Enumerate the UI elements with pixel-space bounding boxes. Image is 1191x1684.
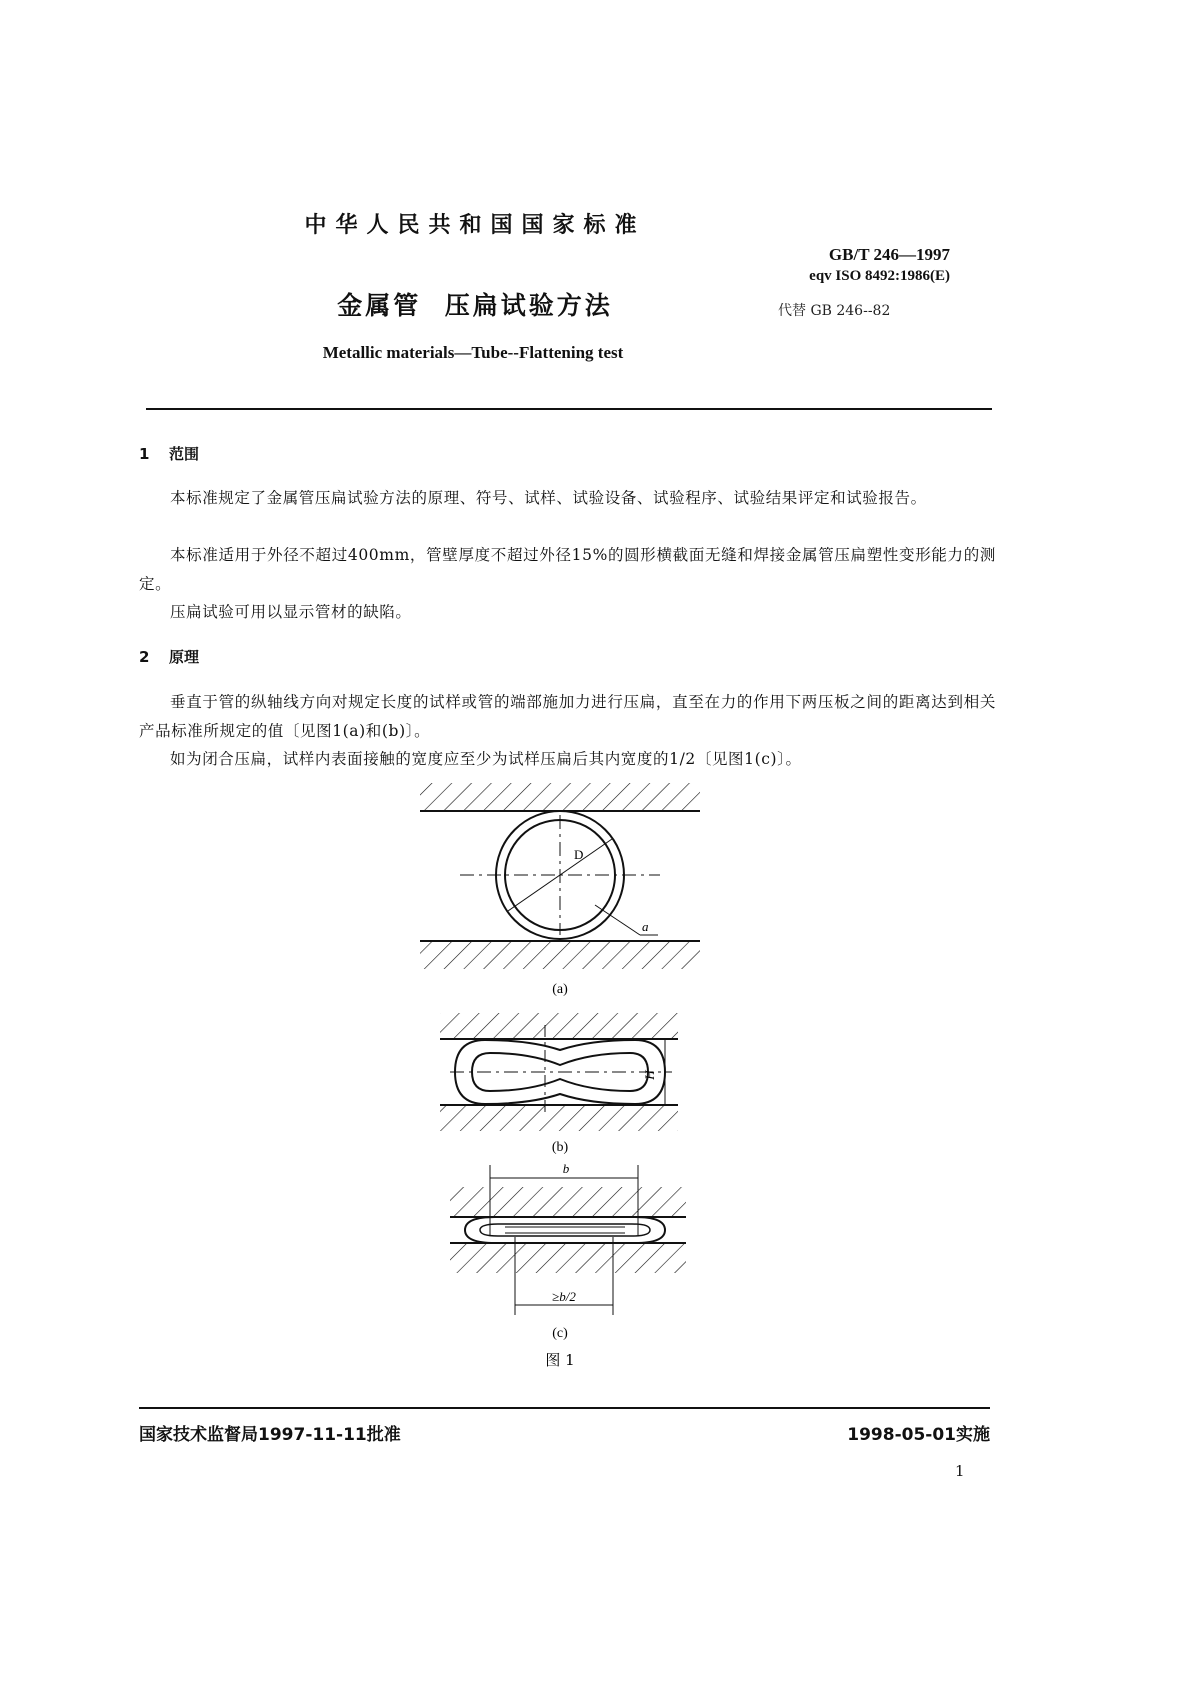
- equivalent-standard: eqv ISO 8492:1986(E): [809, 268, 950, 284]
- closed-tube-outer: [465, 1217, 665, 1243]
- page-number: 1: [955, 1462, 965, 1480]
- section-1-heading: [139, 443, 199, 464]
- section-2-heading: [139, 646, 199, 667]
- replaced-standard: 代替 GB 246--82: [778, 303, 891, 319]
- upper-plate-hatch: [440, 1013, 678, 1039]
- width-label: b: [562, 1161, 570, 1176]
- lower-plate-hatch: [450, 1243, 686, 1273]
- national-standard-heading: 中华人民共和国国家标准: [304, 213, 646, 238]
- paragraph: 本标准规定了金属管压扁试验方法的原理、符号、试样、试验设备、试验程序、试验结果评定和试验报告。: [170, 489, 927, 507]
- upper-plate-hatch: [420, 783, 700, 811]
- wall-thickness-label: a: [642, 919, 649, 934]
- section-title: 原理: [169, 648, 200, 666]
- wall-leader-line: [595, 905, 640, 935]
- lower-plate-hatch: [420, 941, 700, 969]
- approval-statement: 国家技术监督局1997-11-11批准: [139, 1425, 401, 1445]
- section-number: 2: [139, 648, 150, 666]
- figure-caption: 图 1: [545, 1351, 575, 1369]
- height-label: H: [642, 1070, 657, 1080]
- caption-b: (b): [551, 1140, 569, 1155]
- lower-plate-hatch: [440, 1105, 678, 1131]
- paragraph: 压扁试验可用以显示管材的缺陷。: [170, 603, 412, 621]
- section-title: 范围: [169, 445, 200, 463]
- caption-c: (c): [552, 1326, 568, 1341]
- diameter-label: D: [574, 847, 584, 862]
- half-width-label: ≥b/2: [552, 1289, 576, 1304]
- figure-1b: [440, 1013, 678, 1131]
- closed-tube-inner: [480, 1224, 650, 1236]
- paragraph: 垂直于管的纵轴线方向对规定长度的试样或管的端部施加力进行压扁，直至在力的作用下两压板之间的距离达到相关产品标准所规定的值〔见图1(a)和(b)〕。: [139, 693, 996, 740]
- implementation-date: 1998-05-01实施: [847, 1425, 990, 1445]
- section-number: 1: [139, 445, 150, 463]
- header-divider: [146, 408, 992, 410]
- footer-divider: [139, 1407, 990, 1409]
- figure-1c: [450, 1161, 686, 1315]
- standard-number: GB/T 246—1997: [828, 245, 950, 264]
- title-english: Metallic materials—Tube--Flattening test: [322, 343, 624, 362]
- figure-1a: [420, 783, 700, 969]
- paragraph: 如为闭合压扁，试样内表面接触的宽度应至少为试样压扁后其内宽度的1/2〔见图1(c)〕。: [170, 750, 802, 768]
- figure-1-drawing: [400, 775, 720, 1375]
- upper-plate-hatch: [450, 1187, 686, 1217]
- title-chinese: 金属管 压扁试验方法: [337, 291, 613, 320]
- caption-a: (a): [552, 982, 568, 997]
- paragraph: 本标准适用于外径不超过400mm，管壁厚度不超过外径15%的圆形横截面无缝和焊接金属管压扁塑性变形能力的测定。: [139, 546, 996, 593]
